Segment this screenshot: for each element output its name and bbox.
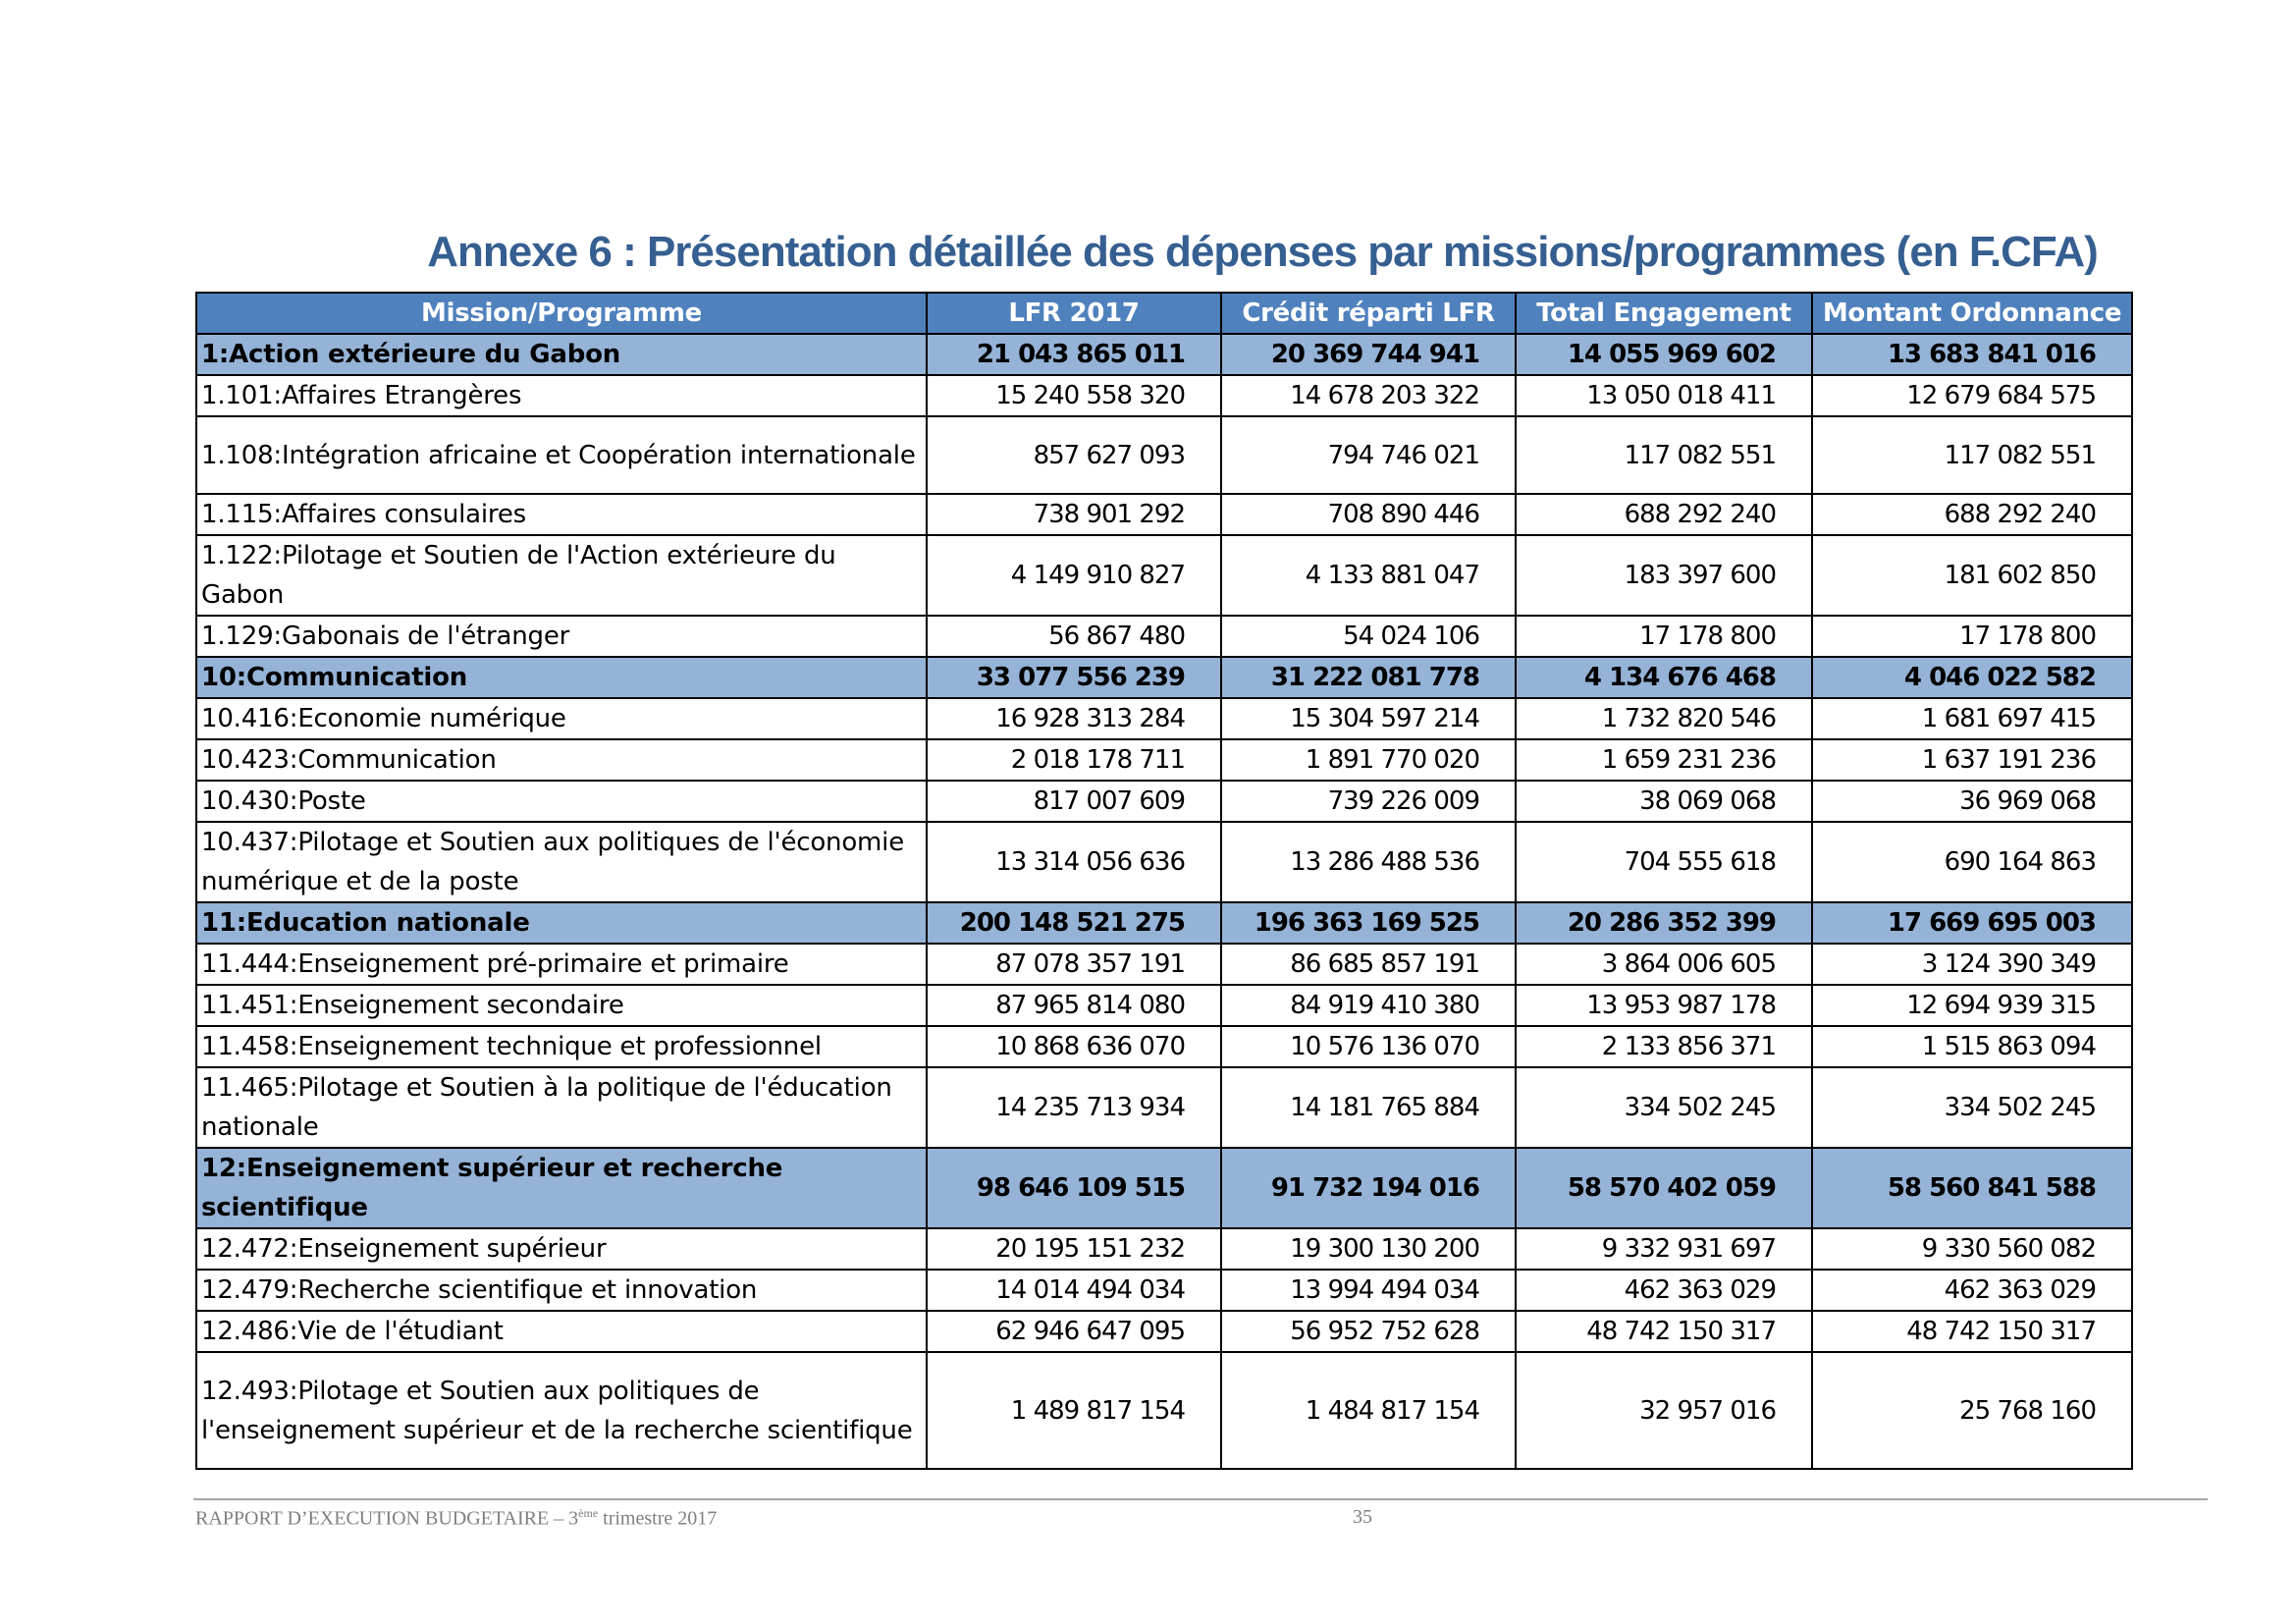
row-value: 13 953 987 178 bbox=[1516, 985, 1812, 1026]
row-value: 3 124 390 349 bbox=[1812, 944, 2132, 985]
row-value: 4 046 022 582 bbox=[1812, 657, 2132, 698]
row-value: 9 330 560 082 bbox=[1812, 1228, 2132, 1270]
row-value: 10 868 636 070 bbox=[927, 1026, 1221, 1067]
row-label: 10.437:Pilotage et Soutien aux politiques de l'économie numérique et de la poste bbox=[196, 822, 927, 902]
expenses-table bbox=[195, 292, 2133, 1470]
row-value: 31 222 081 778 bbox=[1221, 657, 1516, 698]
table-row bbox=[196, 375, 2132, 416]
row-label: 1.129:Gabonais de l'étranger bbox=[196, 616, 927, 657]
table-header-row bbox=[196, 293, 2132, 334]
table-row bbox=[196, 1067, 2132, 1148]
table-row bbox=[196, 616, 2132, 657]
row-value: 1 489 817 154 bbox=[927, 1352, 1221, 1469]
row-label: 1.108:Intégration africaine et Coopération internationale bbox=[196, 416, 927, 494]
row-label: 10.423:Communication bbox=[196, 739, 927, 781]
row-value: 12 679 684 575 bbox=[1812, 375, 2132, 416]
row-value: 16 928 313 284 bbox=[927, 698, 1221, 739]
row-value: 14 235 713 934 bbox=[927, 1067, 1221, 1148]
row-value: 84 919 410 380 bbox=[1221, 985, 1516, 1026]
row-value: 1 681 697 415 bbox=[1812, 698, 2132, 739]
footer-report-title bbox=[195, 1506, 717, 1531]
row-value: 38 069 068 bbox=[1516, 781, 1812, 822]
row-label: 11.451:Enseignement secondaire bbox=[196, 985, 927, 1026]
row-label: 11.444:Enseignement pré-primaire et primaire bbox=[196, 944, 927, 985]
page-title: Annexe 6 : Présentation détaillée des dépenses par missions/programmes (en F.CFA) bbox=[427, 228, 2098, 276]
row-value: 688 292 240 bbox=[1516, 494, 1812, 535]
table-row bbox=[196, 1026, 2132, 1067]
row-value: 334 502 245 bbox=[1516, 1067, 1812, 1148]
row-value: 12 694 939 315 bbox=[1812, 985, 2132, 1026]
header-lfr-2017: LFR 2017 bbox=[927, 293, 1221, 334]
row-value: 738 901 292 bbox=[927, 494, 1221, 535]
row-value: 48 742 150 317 bbox=[1812, 1311, 2132, 1352]
row-value: 4 133 881 047 bbox=[1221, 535, 1516, 616]
row-value: 4 149 910 827 bbox=[927, 535, 1221, 616]
row-value: 200 148 521 275 bbox=[927, 902, 1221, 944]
row-value: 87 965 814 080 bbox=[927, 985, 1221, 1026]
row-value: 794 746 021 bbox=[1221, 416, 1516, 494]
row-value: 1 732 820 546 bbox=[1516, 698, 1812, 739]
row-value: 48 742 150 317 bbox=[1516, 1311, 1812, 1352]
row-value: 13 683 841 016 bbox=[1812, 334, 2132, 375]
row-value: 817 007 609 bbox=[927, 781, 1221, 822]
row-value: 1 891 770 020 bbox=[1221, 739, 1516, 781]
row-value: 21 043 865 011 bbox=[927, 334, 1221, 375]
table-row bbox=[196, 944, 2132, 985]
row-label: 11.465:Pilotage et Soutien à la politique de l'éducation nationale bbox=[196, 1067, 927, 1148]
row-value: 19 300 130 200 bbox=[1221, 1228, 1516, 1270]
row-label: 10.430:Poste bbox=[196, 781, 927, 822]
row-value: 20 195 151 232 bbox=[927, 1228, 1221, 1270]
row-value: 13 314 056 636 bbox=[927, 822, 1221, 902]
row-label: 11:Education nationale bbox=[196, 902, 927, 944]
row-value: 14 181 765 884 bbox=[1221, 1067, 1516, 1148]
row-label: 12.472:Enseignement supérieur bbox=[196, 1228, 927, 1270]
row-label: 12:Enseignement supérieur et recherche scientifique bbox=[196, 1148, 927, 1228]
row-value: 1 484 817 154 bbox=[1221, 1352, 1516, 1469]
row-value: 56 952 752 628 bbox=[1221, 1311, 1516, 1352]
mission-row bbox=[196, 1148, 2132, 1228]
page-number: 35 bbox=[1353, 1506, 1372, 1528]
row-value: 117 082 551 bbox=[1812, 416, 2132, 494]
row-label: 10.416:Economie numérique bbox=[196, 698, 927, 739]
header-credit-reparti: Crédit réparti LFR bbox=[1221, 293, 1516, 334]
row-value: 690 164 863 bbox=[1812, 822, 2132, 902]
row-value: 9 332 931 697 bbox=[1516, 1228, 1812, 1270]
row-label: 1:Action extérieure du Gabon bbox=[196, 334, 927, 375]
row-value: 1 515 863 094 bbox=[1812, 1026, 2132, 1067]
table-row bbox=[196, 494, 2132, 535]
row-value: 17 178 800 bbox=[1812, 616, 2132, 657]
row-value: 15 304 597 214 bbox=[1221, 698, 1516, 739]
row-value: 58 560 841 588 bbox=[1812, 1148, 2132, 1228]
row-value: 62 946 647 095 bbox=[927, 1311, 1221, 1352]
table-body bbox=[196, 334, 2132, 1469]
row-value: 739 226 009 bbox=[1221, 781, 1516, 822]
row-label: 1.122:Pilotage et Soutien de l'Action extérieure du Gabon bbox=[196, 535, 927, 616]
row-value: 181 602 850 bbox=[1812, 535, 2132, 616]
row-value: 36 969 068 bbox=[1812, 781, 2132, 822]
mission-row bbox=[196, 334, 2132, 375]
row-value: 857 627 093 bbox=[927, 416, 1221, 494]
row-value: 87 078 357 191 bbox=[927, 944, 1221, 985]
footer-report-suffix: trimestre 2017 bbox=[598, 1507, 718, 1530]
table-row bbox=[196, 1352, 2132, 1469]
row-value: 2 018 178 711 bbox=[927, 739, 1221, 781]
row-label: 10:Communication bbox=[196, 657, 927, 698]
row-value: 688 292 240 bbox=[1812, 494, 2132, 535]
row-value: 14 055 969 602 bbox=[1516, 334, 1812, 375]
row-label: 12.486:Vie de l'étudiant bbox=[196, 1311, 927, 1352]
row-value: 20 286 352 399 bbox=[1516, 902, 1812, 944]
footer-report-sup: ème bbox=[578, 1506, 599, 1520]
table-row bbox=[196, 698, 2132, 739]
row-value: 4 134 676 468 bbox=[1516, 657, 1812, 698]
row-value: 462 363 029 bbox=[1812, 1270, 2132, 1311]
table-row bbox=[196, 1270, 2132, 1311]
row-value: 54 024 106 bbox=[1221, 616, 1516, 657]
row-value: 14 678 203 322 bbox=[1221, 375, 1516, 416]
row-value: 86 685 857 191 bbox=[1221, 944, 1516, 985]
row-value: 117 082 551 bbox=[1516, 416, 1812, 494]
table-row bbox=[196, 535, 2132, 616]
row-value: 13 994 494 034 bbox=[1221, 1270, 1516, 1311]
row-value: 32 957 016 bbox=[1516, 1352, 1812, 1469]
row-label: 12.479:Recherche scientifique et innovation bbox=[196, 1270, 927, 1311]
mission-row bbox=[196, 657, 2132, 698]
row-label: 11.458:Enseignement technique et professionnel bbox=[196, 1026, 927, 1067]
row-value: 708 890 446 bbox=[1221, 494, 1516, 535]
header-montant-ordonnance: Montant Ordonnance bbox=[1812, 293, 2132, 334]
row-value: 13 286 488 536 bbox=[1221, 822, 1516, 902]
row-value: 14 014 494 034 bbox=[927, 1270, 1221, 1311]
row-value: 20 369 744 941 bbox=[1221, 334, 1516, 375]
mission-row bbox=[196, 902, 2132, 944]
row-value: 704 555 618 bbox=[1516, 822, 1812, 902]
footer-report-prefix: RAPPORT D’EXECUTION BUDGETAIRE – 3 bbox=[195, 1507, 579, 1530]
row-value: 98 646 109 515 bbox=[927, 1148, 1221, 1228]
row-value: 462 363 029 bbox=[1516, 1270, 1812, 1311]
row-value: 183 397 600 bbox=[1516, 535, 1812, 616]
row-value: 334 502 245 bbox=[1812, 1067, 2132, 1148]
footer-divider bbox=[193, 1498, 2208, 1500]
row-label: 12.493:Pilotage et Soutien aux politiques de l'enseignement supérieur et de la recherche scientifique bbox=[196, 1352, 927, 1469]
row-value: 1 637 191 236 bbox=[1812, 739, 2132, 781]
row-value: 56 867 480 bbox=[927, 616, 1221, 657]
row-value: 196 363 169 525 bbox=[1221, 902, 1516, 944]
row-value: 13 050 018 411 bbox=[1516, 375, 1812, 416]
row-label: 1.101:Affaires Etrangères bbox=[196, 375, 927, 416]
row-value: 3 864 006 605 bbox=[1516, 944, 1812, 985]
table-row bbox=[196, 781, 2132, 822]
row-value: 17 178 800 bbox=[1516, 616, 1812, 657]
table-row bbox=[196, 985, 2132, 1026]
row-value: 17 669 695 003 bbox=[1812, 902, 2132, 944]
table-row bbox=[196, 416, 2132, 494]
header-mission-programme: Mission/Programme bbox=[196, 293, 927, 334]
table-row bbox=[196, 1228, 2132, 1270]
table-row bbox=[196, 739, 2132, 781]
row-value: 25 768 160 bbox=[1812, 1352, 2132, 1469]
row-value: 10 576 136 070 bbox=[1221, 1026, 1516, 1067]
row-value: 91 732 194 016 bbox=[1221, 1148, 1516, 1228]
table-row bbox=[196, 822, 2132, 902]
row-value: 1 659 231 236 bbox=[1516, 739, 1812, 781]
row-value: 2 133 856 371 bbox=[1516, 1026, 1812, 1067]
row-label: 1.115:Affaires consulaires bbox=[196, 494, 927, 535]
row-value: 15 240 558 320 bbox=[927, 375, 1221, 416]
row-value: 33 077 556 239 bbox=[927, 657, 1221, 698]
header-total-engagement: Total Engagement bbox=[1516, 293, 1812, 334]
row-value: 58 570 402 059 bbox=[1516, 1148, 1812, 1228]
table-row bbox=[196, 1311, 2132, 1352]
